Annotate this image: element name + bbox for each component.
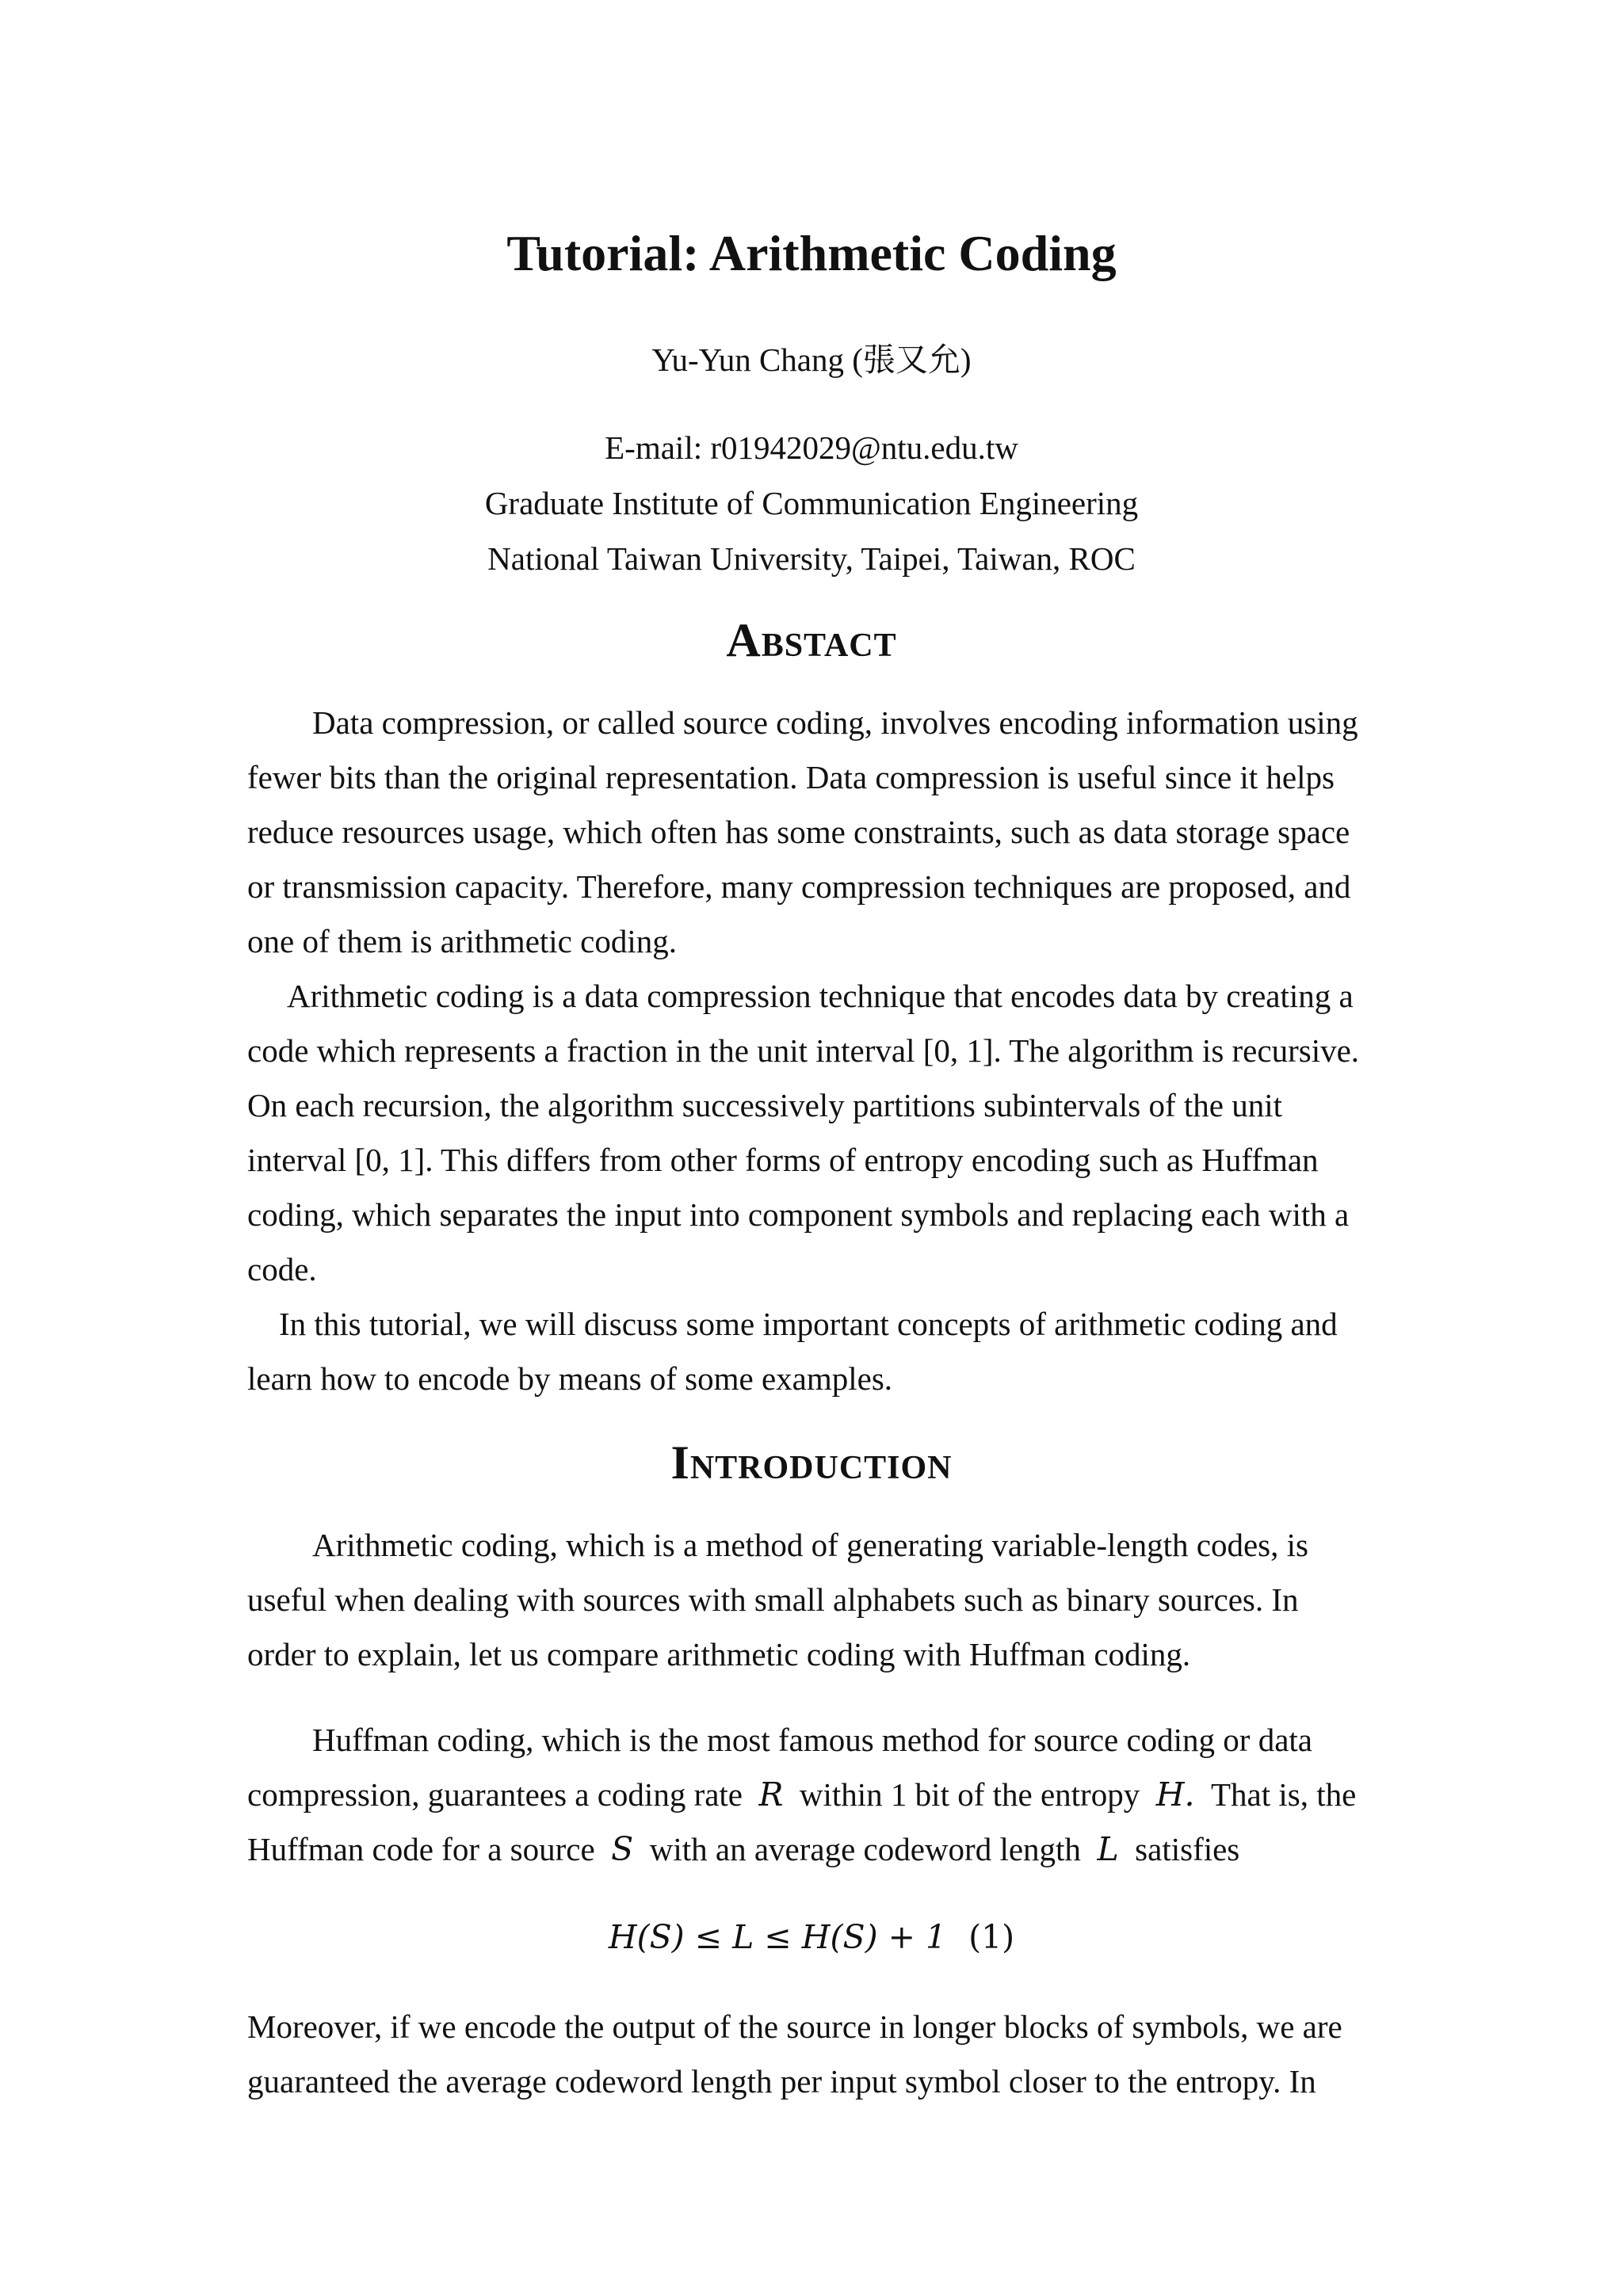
intro-paragraph-1 [247, 1518, 1381, 1682]
author-name: Yu-Yun Chang (張又允) [651, 341, 972, 378]
intro-line: Arithmetic coding, which is a method of generating variable-length codes, is [312, 1527, 1308, 1563]
abstract-line: learn how to encode by means of some examples. [247, 1360, 893, 1397]
abstract-heading: Abstact [726, 614, 897, 666]
intro-line: Moreover, if we encode the output of the source in longer blocks of symbols, we are [247, 2008, 1342, 2045]
abstract-line: code. [247, 1251, 317, 1287]
intro-text: with an average codeword length [649, 1831, 1081, 1867]
abstract-line: one of them is arithmetic coding. [247, 923, 677, 959]
abstract-line: interval [0, 1]. This differs from other forms of entropy encoding such as Huffman [247, 1142, 1319, 1178]
intro-paragraph-2 [247, 1713, 1381, 1877]
author-email: E-mail: r01942029@ntu.edu.tw [605, 429, 1018, 466]
intro-text: compression, guarantees a coding rate [247, 1776, 743, 1813]
intro-text: satisfies [1135, 1831, 1240, 1867]
university-name: National Taiwan University, Taipei, Taiwan, ROC [487, 540, 1136, 577]
abstract-line: Arithmetic coding is a data compression technique that encodes data by creating a [287, 978, 1354, 1014]
abstract-line: In this tutorial, we will discuss some important concepts of arithmetic coding and [279, 1306, 1338, 1342]
abstract-line: coding, which separates the input into component symbols and replacing each with a [247, 1196, 1350, 1233]
equation-1 [0, 1913, 1623, 1961]
abstract-line: fewer bits than the original representation. Data compression is useful since it helps [247, 759, 1335, 795]
paper-title: Tutorial: Arithmetic Coding [506, 225, 1117, 281]
intro-text: within 1 bit of the entropy [799, 1776, 1140, 1813]
math-variable-L: L [1097, 1830, 1119, 1868]
equation-expression: H(S) ≤ L ≤ H(S) + 1 [608, 1918, 947, 1956]
abstract-line: or transmission capacity. Therefore, many compression techniques are proposed, and [247, 868, 1351, 905]
math-variable-H: H. [1155, 1775, 1195, 1814]
intro-line: order to explain, let us compare arithmetic coding with Huffman coding. [247, 1636, 1191, 1672]
abstract-line: On each recursion, the algorithm successively partitions subintervals of the unit [247, 1087, 1282, 1123]
introduction-heading: Introduction [670, 1436, 953, 1489]
abstract-line: code which represents a fraction in the unit interval [0, 1]. The algorithm is recursive. [247, 1032, 1360, 1069]
intro-line [247, 1768, 1381, 1822]
abstract-body [247, 696, 1381, 1406]
abstract-line: reduce resources usage, which often has some constraints, such as data storage space [247, 814, 1350, 850]
intro-line: guaranteed the average codeword length per input symbol closer to the entropy. In [247, 2063, 1316, 2100]
intro-text: Huffman code for a source [247, 1831, 595, 1867]
institute-name: Graduate Institute of Communication Engineering [484, 485, 1139, 521]
equation-number: (1) [968, 1918, 1015, 1956]
affiliation-block [0, 420, 1623, 586]
math-variable-S: S [611, 1830, 634, 1868]
math-variable-R: R [758, 1775, 784, 1814]
intro-line: useful when dealing with sources with small alphabets such as binary sources. In [247, 1581, 1299, 1618]
intro-paragraph-3 [247, 2000, 1381, 2109]
intro-line [247, 1822, 1381, 1877]
intro-text: That is, the [1211, 1776, 1357, 1813]
abstract-line: Data compression, or called source coding, involves encoding information using [312, 704, 1358, 741]
intro-line: Huffman coding, which is the most famous method for source coding or data [312, 1722, 1312, 1758]
